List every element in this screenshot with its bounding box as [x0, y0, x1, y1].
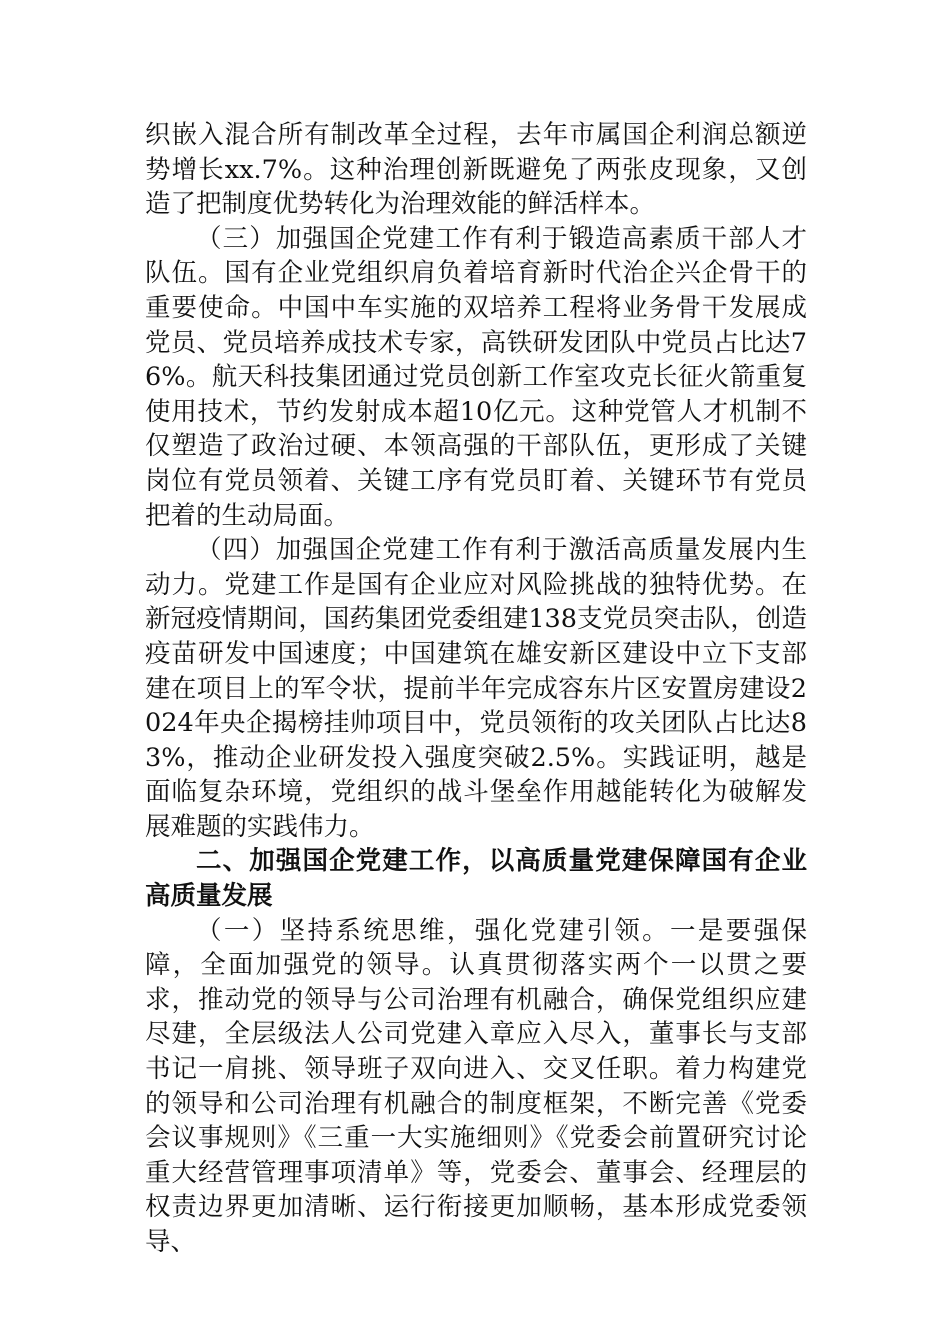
paragraph-section-three: （三）加强国企党建工作有利于锻造高素质干部人才队伍。国有企业党组织肩负着培育新时代治企兴企骨干的重要使命。中国中车实施的双培养工程将业务骨干发展成党员、党员培养成技术专家，高铁研发团队中党员占比达76%。航天科技集团通过党员创新工作室攻克长征火箭重复使用技术，节约发射成本超10亿元。这种党管人才机制不仅塑造了政治过硬、本领高强的干部队伍，更形成了关键岗位有党员领着、关键工序有党员盯着、关键环节有党员把着的生动局面。 [145, 223, 807, 531]
paragraph-section-four: （四）加强国企党建工作有利于激活高质量发展内生动力。党建工作是国有企业应对风险挑战的独特优势。在新冠疫情期间，国药集团党委组建138支党员突击队，创造疫苗研发中国速度；中国建筑在雄安新区建设中立下支部建在项目上的军令状，提前半年完成容东片区安置房建设2024年央企揭榜挂帅项目中，党员领衔的攻关团队占比达83%，推动企业研发投入强度突破2.5%。实践证明，越是面临复杂环境，党组织的战斗堡垒作用越能转化为破解发展难题的实践伟力。 [145, 535, 807, 842]
paragraph-continuation: 织嵌入混合所有制改革全过程，去年市属国企利润总额逆势增长xx.7%。这种治理创新既避免了两张皮现象，又创造了把制度优势转化为治理效能的鲜活样本。 [145, 120, 807, 220]
document-body [145, 118, 807, 1260]
section-heading-two: 二、加强国企党建工作，以高质量党建保障国有企业高质量发展 [145, 846, 807, 912]
paragraph-subsection-one: （一）坚持系统思维，强化党建引领。一是要强保障，全面加强党的领导。认真贯彻落实两个一以贯之要求，推动党的领导与公司治理有机融合，确保党组织应建尽建，全层级法人公司党建入章应入尽入，董事长与支部书记一肩挑、领导班子双向进入、交叉任职。着力构建党的领导和公司治理有机融合的制度框架，不断完善《党委会议事规则》《三重一大实施细则》《党委会前置研究讨论重大经营管理事项清单》等，党委会、董事会、经理层的权责边界更加清晰、运行衔接更加顺畅，基本形成党委领导、 [145, 915, 807, 1257]
